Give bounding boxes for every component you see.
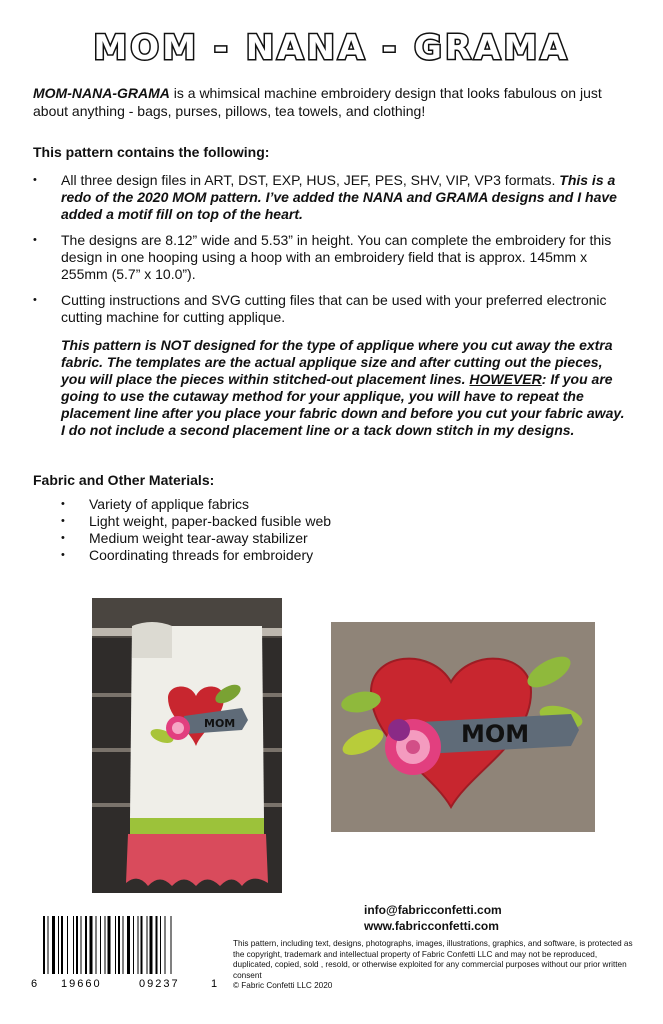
barcode-digits: 09237: [139, 978, 180, 989]
barcode-bar: [43, 916, 45, 974]
upc-barcode: [31, 916, 219, 989]
copyright-text: © Fabric Confetti LLC 2020: [233, 981, 333, 990]
barcode-bar: [48, 916, 49, 974]
intro-paragraph: [33, 84, 633, 120]
barcode-bar: [171, 916, 172, 974]
applique-note: This pattern is NOT designed for the type of applique where you cut away the extra fabric. The templates are the actual applique size and after cutting out the pieces, you will place the pieces within stitched-out placement lines. HOWEVER: If you are going to use the cutaway method for your applique, you will have to repeat the placement line after you place your fabric down and before you cut your fabric away. I do not include a second placement line or a tack down stitch in my designs.: [61, 337, 625, 438]
barcode-bar: [160, 916, 161, 974]
barcode-bar: [76, 916, 78, 974]
barcode-bar: [108, 916, 111, 974]
barcode-bar: [133, 916, 134, 974]
barcode-bar: [127, 916, 130, 974]
barcode-bar: [52, 916, 55, 974]
barcode-bar: [118, 916, 120, 974]
barcode-bar: [67, 916, 68, 974]
materials-list: [61, 496, 331, 564]
legal-notice: This pattern, including text, designs, photographs, images, illustrations, graphics, and software, is protected as the copyright, trademark and intellectual property of Fabric Confetti LLC and may not be reproduced, duplicated, copied, sold , resold, or otherwise exploited for any commercial purposes without our prior written consent © Fabric Confetti LLC 2020: [233, 939, 633, 990]
barcode-bar: [156, 916, 158, 974]
barcode-bar: [96, 916, 97, 974]
email-link[interactable]: info@fabricconfetti.com: [364, 903, 502, 917]
barcode-bar: [115, 916, 116, 974]
list-item: • Coordinating threads for embroidery: [61, 547, 331, 564]
contents-list: [33, 172, 633, 335]
barcode-digit: 6: [31, 978, 38, 989]
barcode-bar: [105, 916, 106, 974]
list-item: • The designs are 8.12” wide and 5.53” in height. You can complete the embroidery for this design in one hooping using a hoop with an embroidery field that is approx. 145mm x 255mm (5.7” x 10.0”).: [33, 232, 633, 283]
barcode-bar: [61, 916, 63, 974]
materials-heading: Fabric and Other Materials:: [33, 472, 215, 488]
list-item: • Cutting instructions and SVG cutting files that can be used with your preferred electronic cutting machine for cutting applique.: [33, 292, 633, 326]
barcode-digit: 1: [211, 978, 218, 989]
list-item: • All three design files in ART, DST, EXP, HUS, JEF, PES, SHV, VIP, VP3 formats. This is a redo of the 2020 MOM pattern. I’ve added the NANA and GRAMA designs and I have added a motif fill on top of the heart.: [33, 172, 633, 223]
barcode-digits: 19660: [61, 978, 102, 989]
barcode-bar: [81, 916, 82, 974]
barcode-bar: [150, 916, 153, 974]
barcode-bar: [90, 916, 93, 974]
pattern-name: MOM-NANA-GRAMA: [33, 85, 170, 101]
list-item: • Light weight, paper-backed fusible web: [61, 513, 331, 530]
barcode-bar: [58, 916, 59, 974]
barcode-bar: [165, 916, 166, 974]
tea-towel-photo: [92, 598, 282, 893]
banner-text: MOM: [204, 717, 236, 730]
intro-text: is a whimsical machine embroidery design that looks fabulous on just about anything - bags, purses, pillows, tea towels, and clothing!: [33, 85, 602, 119]
barcode-bar: [138, 916, 139, 974]
contents-heading: This pattern contains the following:: [33, 144, 270, 160]
barcode-bar: [85, 916, 87, 974]
embroidery-closeup-photo: [331, 622, 595, 832]
page-title: MOM - NANA - GRAMA: [93, 28, 570, 68]
list-item: • Medium weight tear-away stabilizer: [61, 530, 331, 547]
barcode-bar: [100, 916, 101, 974]
contact-block: [364, 902, 502, 934]
barcode-bar: [141, 916, 143, 974]
list-item: • Variety of applique fabrics: [61, 496, 331, 513]
website-link[interactable]: www.fabricconfetti.com: [364, 919, 499, 933]
barcode-bar: [123, 916, 124, 974]
barcode-bar: [73, 916, 74, 974]
banner-text-closeup: MOM: [461, 720, 530, 748]
barcode-bar: [147, 916, 148, 974]
